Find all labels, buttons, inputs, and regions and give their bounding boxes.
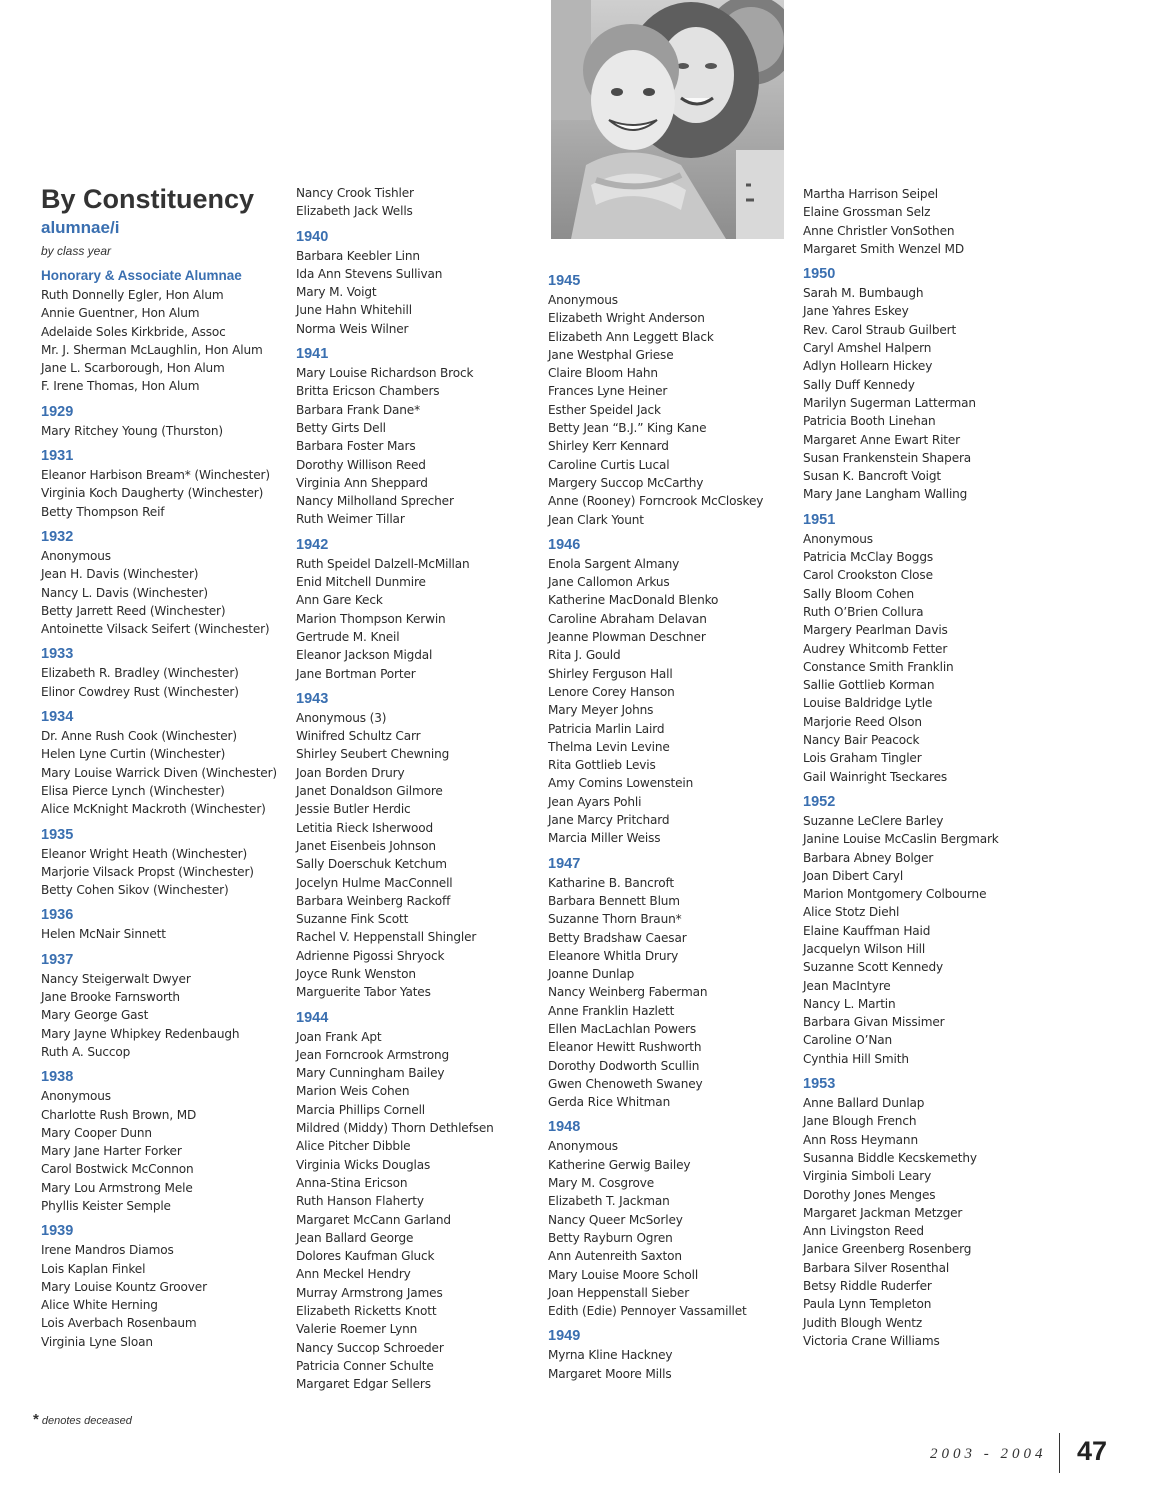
class-year-section [41, 402, 281, 440]
donor-name: Elizabeth Ricketts Knott [296, 1304, 437, 1319]
donor-name: Barbara Weinberg Rackoff [296, 893, 451, 908]
footer-divider [1059, 1433, 1060, 1473]
donor-name: Patricia Booth Linehan [803, 414, 936, 429]
class-year-section [296, 535, 536, 683]
donor-name: Nancy L. Martin [803, 996, 896, 1011]
donor-name: Lenore Corey Hanson [548, 684, 675, 699]
donor-name: Barbara Frank Dane* [296, 402, 420, 417]
donor-name: Marguerite Tabor Yates [296, 985, 431, 1000]
donor-name: Anonymous [41, 1089, 111, 1104]
donor-name: Louise Baldridge Lytle [803, 696, 933, 711]
donor-name: Jane L. Scarborough, Hon Alum [41, 361, 225, 376]
donor-name: Jacquelyn Wilson Hill [803, 941, 926, 956]
donor-name: Mary Louise Kountz Groover [41, 1279, 207, 1294]
class-year-heading: 1948 [548, 1119, 581, 1136]
donor-name: Britta Ericson Chambers [296, 384, 440, 399]
donor-name: Gertrude M. Kneil [296, 629, 400, 644]
donor-name: Barbara Abney Bolger [803, 850, 934, 865]
donor-name: Audrey Whitcomb Fetter [803, 641, 948, 656]
donor-name: Ellen MacLachlan Powers [548, 1021, 696, 1036]
donor-name: Mary Jayne Whipkey Redenbaugh [41, 1026, 240, 1041]
donor-name: Jocelyn Hulme MacConnell [296, 875, 453, 890]
class-year-section [41, 1221, 281, 1351]
donor-name: Patricia Marlin Laird [548, 721, 665, 736]
donor-name: Eleanor Wright Heath (Winchester) [41, 846, 248, 861]
class-year-section [548, 854, 788, 1112]
donor-name: Shirley Ferguson Hall [548, 666, 673, 681]
donor-name: Joan Frank Apt [296, 1029, 382, 1044]
donor-name: Anonymous [548, 1139, 618, 1154]
donor-name: Caroline Abraham Delavan [548, 611, 707, 626]
class-year-heading: 1944 [296, 1009, 329, 1026]
donor-name: Rachel V. Heppenstall Shingler [296, 930, 477, 945]
donor-name: Amy Comins Lowenstein [548, 776, 694, 791]
donor-name: Anne Franklin Hazlett [548, 1003, 675, 1018]
donor-name: Jean MacIntyre [803, 978, 891, 993]
donor-name: Nancy Crook Tishler [296, 186, 414, 200]
donor-name: F. Irene Thomas, Hon Alum [41, 379, 200, 394]
column-1 [41, 184, 281, 1357]
donor-name: Murray Armstrong James [296, 1285, 443, 1300]
donor-name: Marcia Phillips Cornell [296, 1102, 426, 1117]
donor-name: Barbara Bennett Blum [548, 893, 680, 908]
donor-name: Joan Borden Drury [296, 765, 405, 780]
donor-name: Valerie Roemer Lynn [296, 1322, 418, 1337]
donor-name: Ann Gare Keck [296, 593, 383, 608]
donor-name: Joan Dibert Caryl [803, 868, 904, 883]
donor-name: Janice Greenberg Rosenberg [803, 1242, 972, 1257]
donor-name: Susanna Biddle Kecskemethy [803, 1150, 977, 1165]
section-subtitle: alumnae/i [41, 218, 120, 237]
class-year-section [41, 1067, 281, 1215]
donor-name: Anonymous [803, 531, 873, 546]
class-year-section [296, 227, 536, 338]
donor-name: Helen Lyne Curtin (Winchester) [41, 747, 226, 762]
donor-name: Anne Christler VonSothen [803, 223, 955, 238]
donor-name: June Hahn Whitehill [296, 303, 412, 318]
donor-name: Eleanor Hewitt Rushworth [548, 1040, 702, 1055]
donor-name: Ida Ann Stevens Sullivan [296, 266, 443, 281]
donor-name: Victoria Crane Williams [803, 1333, 940, 1348]
class-year-section [41, 644, 281, 701]
donor-name: Jeanne Plowman Deschner [548, 630, 706, 645]
class-year-heading: 1935 [41, 826, 74, 843]
donor-name: Mary Jane Langham Walling [803, 487, 968, 502]
donor-name: Carol Bostwick McConnon [41, 1162, 194, 1177]
donor-name: Marion Weis Cohen [296, 1084, 410, 1099]
donor-name: Mary Louise Warrick Diven (Winchester) [41, 765, 277, 780]
donor-name: Cynthia Hill Smith [803, 1051, 909, 1066]
donor-name: Norma Weis Wilner [296, 321, 409, 336]
class-year-section [41, 905, 281, 943]
class-year-section [548, 271, 788, 529]
donor-name: Elaine Kauffman Haid [803, 923, 931, 938]
donor-name: Jean Ayars Pohli [548, 794, 642, 809]
donor-name: Adelaide Soles Kirkbride, Assoc [41, 324, 226, 339]
donor-name: Alice White Herning [41, 1298, 158, 1313]
donor-name: Thelma Levin Levine [548, 739, 670, 754]
donor-name: Betty Jarrett Reed (Winchester) [41, 603, 226, 618]
donor-name: Alice McKnight Mackroth (Winchester) [41, 802, 266, 817]
donor-name: Jessie Butler Herdic [296, 802, 411, 817]
class-year-section [41, 527, 281, 638]
donor-name: Mary Ritchey Young (Thurston) [41, 423, 223, 438]
donor-name: Ann Livingston Reed [803, 1224, 924, 1239]
donor-name: Suzanne LeClere Barley [803, 813, 944, 828]
donor-name: Caroline Curtis Lucal [548, 457, 670, 472]
class-year-heading: 1951 [803, 511, 836, 528]
donor-name: Janine Louise McCaslin Bergmark [803, 832, 999, 847]
donor-name: Ruth Speidel Dalzell-McMillan [296, 556, 470, 571]
donor-name: Alice Stotz Diehl [803, 905, 900, 920]
donor-name: Adrienne Pigossi Shryock [296, 948, 445, 963]
class-year-section [548, 1326, 788, 1383]
donor-name: Mary M. Voigt [296, 285, 377, 300]
donor-name: Lois Graham Tingler [803, 751, 922, 766]
donor-name: Margaret Anne Ewart Riter [803, 432, 960, 447]
donor-name: Ann Meckel Hendry [296, 1267, 411, 1282]
class-year-heading: 1953 [803, 1076, 836, 1093]
donor-name: Eleanor Harbison Bream* (Winchester) [41, 468, 270, 483]
donor-name: Ann Autenreith Saxton [548, 1249, 682, 1264]
donor-name: Elisa Pierce Lynch (Winchester) [41, 783, 225, 798]
donor-name: Virginia Koch Daugherty (Winchester) [41, 486, 264, 501]
asterisk-symbol: * [33, 1411, 39, 1428]
donor-name: Mary M. Cosgrove [548, 1176, 655, 1191]
donor-name: Dolores Kaufman Gluck [296, 1249, 435, 1264]
donor-name: Sally Duff Kennedy [803, 377, 915, 392]
donor-name: Martha Harrison Seipel [803, 187, 938, 201]
donor-name: Winifred Schultz Carr [296, 729, 421, 744]
class-year-heading: 1952 [803, 793, 836, 810]
donor-name: Lois Kaplan Finkel [41, 1261, 146, 1276]
class-year-heading: 1939 [41, 1223, 74, 1240]
donor-name: Betty Girts Dell [296, 420, 386, 435]
donor-name: Nancy Bair Peacock [803, 733, 920, 748]
class-year-section [296, 344, 536, 529]
donor-name: Claire Bloom Hahn [548, 366, 658, 381]
donor-name: Frances Lyne Heiner [548, 384, 668, 399]
donor-name: Alice Pitcher Dibble [296, 1139, 411, 1154]
donor-name: Letitia Rieck Isherwood [296, 820, 433, 835]
donor-name: Annie Guentner, Hon Alum [41, 306, 200, 321]
donor-name: Ruth A. Succop [41, 1044, 131, 1059]
donor-name: Elinor Cowdrey Rust (Winchester) [41, 684, 239, 699]
donor-name: Betty Jean “B.J.” King Kane [548, 421, 707, 436]
donor-name: Virginia Wicks Douglas [296, 1157, 431, 1172]
donor-name: Helen McNair Sinnett [41, 927, 166, 942]
donor-name: Marcia Miller Weiss [548, 831, 661, 846]
donor-name: Margery Succop McCarthy [548, 475, 704, 490]
class-year-heading: 1949 [548, 1328, 581, 1345]
donor-name: Mary George Gast [41, 1008, 149, 1023]
donor-name: Katherine Gerwig Bailey [548, 1157, 691, 1172]
donor-name: Mary Jane Harter Forker [41, 1144, 182, 1159]
donor-name: Sallie Gottlieb Korman [803, 678, 935, 693]
donor-name: Phyllis Keister Semple [41, 1198, 171, 1213]
donor-name: Marilyn Sugerman Latterman [803, 395, 976, 410]
donor-name: Nancy Queer McSorley [548, 1212, 683, 1227]
donor-name: Mary Louise Richardson Brock [296, 366, 474, 381]
class-year-section [296, 184, 536, 221]
donor-name: Eleanore Whitla Drury [548, 948, 679, 963]
donor-name: Charlotte Rush Brown, MD [41, 1107, 197, 1122]
class-year-heading: 1943 [296, 690, 329, 707]
class-year-section [803, 792, 1043, 1068]
donor-name: Jane Blough French [803, 1114, 917, 1129]
donor-name: Jane Callomon Arkus [548, 575, 670, 590]
donor-name: Barbara Givan Missimer [803, 1015, 945, 1030]
class-year-heading: 1941 [296, 346, 329, 363]
donor-name: Rita J. Gould [548, 648, 621, 663]
donor-name: Myrna Kline Hackney [548, 1348, 673, 1363]
donor-name: Edith (Edie) Pennoyer Vassamillet [548, 1304, 747, 1319]
donor-name: Susan K. Bancroft Voigt [803, 469, 942, 484]
donor-name: Mary Louise Moore Scholl [548, 1267, 699, 1282]
donor-name: Margaret Edgar Sellers [296, 1377, 431, 1392]
donor-name: Elizabeth R. Bradley (Winchester) [41, 666, 239, 681]
donor-name: Shirley Kerr Kennard [548, 439, 669, 454]
donor-name: Jean Clark Yount [548, 512, 644, 527]
donor-name: Nancy L. Davis (Winchester) [41, 585, 208, 600]
class-year-section [41, 266, 281, 396]
donor-name: Mildred (Middy) Thorn Dethlefsen [296, 1121, 494, 1136]
donor-name: Susan Frankenstein Shapera [803, 450, 972, 465]
donor-name: Virginia Ann Sheppard [296, 475, 428, 490]
donor-name: Marjorie Vilsack Propst (Winchester) [41, 864, 254, 879]
class-year-heading: 1947 [548, 855, 581, 872]
photo-woman-and-child [551, 0, 784, 239]
donor-name: Jane Westphal Griese [548, 347, 674, 362]
donor-name: Barbara Keebler Linn [296, 248, 420, 263]
donor-name: Anonymous [41, 548, 111, 563]
donor-name: Suzanne Scott Kennedy [803, 960, 943, 975]
column-2 [296, 184, 536, 1400]
donor-name: Sally Doerschuk Ketchum [296, 857, 447, 872]
donor-name: Jane Brooke Farnsworth [41, 990, 180, 1005]
column-4 [803, 185, 1043, 1356]
donor-name: Betty Thompson Reif [41, 504, 165, 519]
donor-name: Carol Crookston Close [803, 568, 933, 583]
donor-name: Elizabeth T. Jackman [548, 1194, 670, 1209]
donor-name: Dorothy Willison Reed [296, 457, 426, 472]
class-year-heading: 1945 [548, 273, 581, 289]
class-year-heading: 1931 [41, 448, 74, 465]
donor-name: Marion Thompson Kerwin [296, 611, 446, 626]
donor-name: Janet Donaldson Gilmore [296, 784, 443, 799]
class-year-section [41, 950, 281, 1061]
donor-name: Margaret Jackman Metzger [803, 1205, 963, 1220]
donor-name: Mary Lou Armstrong Mele [41, 1180, 193, 1195]
donor-name: Dorothy Jones Menges [803, 1187, 936, 1202]
footnote-text: denotes deceased [41, 1415, 132, 1427]
donor-name: Suzanne Fink Scott [296, 912, 409, 927]
donor-name: Adlyn Hollearn Hickey [803, 359, 933, 374]
class-year-section [803, 264, 1043, 504]
donor-name: Margaret Moore Mills [548, 1366, 672, 1381]
donor-name: Irene Mandros Diamos [41, 1243, 174, 1258]
footer-years: 2003 - 2004 [930, 1446, 1047, 1462]
donor-name: Ruth Weimer Tillar [296, 512, 405, 527]
donor-name: Margaret Smith Wenzel MD [803, 241, 964, 256]
class-year-section [41, 446, 281, 521]
class-year-section [803, 185, 1043, 258]
donor-name: Rita Gottlieb Levis [548, 758, 656, 773]
page-number: 47 [1077, 1436, 1108, 1466]
donor-name: Jane Marcy Pritchard [548, 813, 670, 828]
donor-name: Marion Montgomery Colbourne [803, 887, 987, 902]
class-year-heading: 1937 [41, 951, 74, 968]
byline: by class year [41, 244, 112, 258]
donor-name: Barbara Silver Rosenthal [803, 1260, 950, 1275]
donor-name: Dr. Anne Rush Cook (Winchester) [41, 729, 237, 744]
donor-name: Betty Rayburn Ogren [548, 1230, 673, 1245]
donor-name: Virginia Simboli Leary [803, 1169, 932, 1184]
donor-name: Jane Bortman Porter [296, 666, 416, 681]
donor-name: Anonymous [548, 293, 618, 307]
class-year-section [548, 1117, 788, 1320]
donor-name: Anne (Rooney) Forncrook McCloskey [548, 494, 764, 509]
donor-name: Katharine B. Bancroft [548, 875, 674, 890]
donor-name: Enola Sargent Almany [548, 556, 680, 571]
donor-name: Margaret McCann Garland [296, 1212, 451, 1227]
donor-name: Ruth O’Brien Collura [803, 604, 924, 619]
donor-name: Joyce Runk Wenston [296, 966, 416, 981]
footnote-deceased [33, 1411, 132, 1428]
donor-name: Joan Heppenstall Sieber [548, 1285, 690, 1300]
donor-name: Betty Bradshaw Caesar [548, 930, 687, 945]
donor-name: Gwen Chenoweth Swaney [548, 1076, 703, 1091]
donor-name: Paula Lynn Templeton [803, 1297, 932, 1312]
donor-name: Anna-Stina Ericson [296, 1175, 408, 1190]
donor-name: Marjorie Reed Olson [803, 714, 922, 729]
donor-name: Ruth Donnelly Egler, Hon Alum [41, 288, 224, 302]
donor-name: Eleanor Jackson Migdal [296, 648, 433, 663]
class-year-heading: 1938 [41, 1069, 74, 1086]
donor-name: Dorothy Dodworth Scullin [548, 1058, 700, 1073]
donor-name: Katherine MacDonald Blenko [548, 593, 719, 608]
donor-name: Mary Meyer Johns [548, 703, 654, 718]
donor-name: Elaine Grossman Selz [803, 205, 931, 220]
donor-name: Sarah M. Bumbaugh [803, 286, 924, 301]
class-year-section [548, 535, 788, 848]
class-year-heading: 1934 [41, 709, 74, 726]
donor-name: Margery Pearlman Davis [803, 623, 948, 638]
donor-name: Nancy Milholland Sprecher [296, 494, 454, 509]
donor-name: Virginia Lyne Sloan [41, 1334, 153, 1349]
donor-name: Enid Mitchell Dunmire [296, 575, 426, 590]
donor-name: Jean Ballard George [296, 1230, 414, 1245]
class-year-heading: 1933 [41, 646, 74, 663]
donor-name: Jean Forncrook Armstrong [296, 1047, 449, 1062]
class-year-section [41, 825, 281, 900]
class-year-heading: 1936 [41, 907, 74, 924]
donor-name: Elizabeth Wright Anderson [548, 311, 705, 326]
donor-name: Janet Eisenbeis Johnson [296, 838, 436, 853]
donor-name: Nancy Weinberg Faberman [548, 985, 708, 1000]
donor-name: Anonymous (3) [296, 710, 387, 725]
donor-name: Caryl Amshel Halpern [803, 341, 932, 356]
class-year-section [803, 510, 1043, 786]
class-year-section [296, 689, 536, 1002]
class-year-heading: 1940 [296, 228, 329, 245]
class-year-heading: 1942 [296, 536, 329, 553]
donor-name: Jean H. Davis (Winchester) [41, 567, 199, 582]
donor-name: Jane Yahres Eskey [803, 304, 909, 319]
donor-name: Gail Wainright Tseckares [803, 769, 948, 784]
class-year-section [41, 707, 281, 818]
donor-name: Betsy Riddle Ruderfer [803, 1279, 932, 1294]
donor-name: Esther Speidel Jack [548, 402, 661, 417]
class-year-heading: 1946 [548, 536, 581, 553]
donor-name: Mary Cooper Dunn [41, 1125, 152, 1140]
donor-name: Antoinette Vilsack Seifert (Winchester) [41, 622, 270, 637]
donor-name: Elizabeth Jack Wells [296, 204, 413, 219]
class-year-heading: 1932 [41, 528, 74, 545]
donor-name: Lois Averbach Rosenbaum [41, 1316, 197, 1331]
page-title: By Constituency [41, 184, 255, 214]
photo-illustration [551, 0, 784, 239]
class-year-heading: 1950 [803, 266, 836, 283]
donor-name: Nancy Succop Schroeder [296, 1340, 444, 1355]
class-year-heading: Honorary & Associate Alumnae [41, 268, 242, 283]
donor-name: Barbara Foster Mars [296, 439, 416, 454]
donor-name: Betty Cohen Sikov (Winchester) [41, 883, 229, 898]
donor-name: Caroline O’Nan [803, 1033, 893, 1048]
donor-name: Mary Cunningham Bailey [296, 1066, 445, 1081]
donor-name: Patricia McClay Boggs [803, 550, 933, 565]
donor-name: Sally Bloom Cohen [803, 586, 914, 601]
donor-name: Anne Ballard Dunlap [803, 1096, 925, 1111]
class-year-section [803, 1074, 1043, 1350]
donor-name: Rev. Carol Straub Guilbert [803, 322, 957, 337]
donor-name: Joanne Dunlap [548, 967, 635, 982]
donor-name: Judith Blough Wentz [803, 1315, 923, 1330]
donor-name: Patricia Conner Schulte [296, 1358, 434, 1373]
donor-name: Mr. J. Sherman McLaughlin, Hon Alum [41, 342, 263, 357]
donor-name: Constance Smith Franklin [803, 659, 954, 674]
donor-name: Elizabeth Ann Leggett Black [548, 329, 714, 344]
donor-name: Suzanne Thorn Braun* [548, 912, 682, 927]
column-3 [548, 269, 788, 1389]
class-year-section [296, 1008, 536, 1394]
donor-name: Shirley Seubert Chewning [296, 747, 450, 762]
donor-name: Gerda Rice Whitman [548, 1095, 671, 1110]
donor-name: Ruth Hanson Flaherty [296, 1194, 424, 1209]
class-year-heading: 1929 [41, 403, 74, 420]
donor-name: Ann Ross Heymann [803, 1132, 918, 1147]
donor-name: Nancy Steigerwalt Dwyer [41, 971, 191, 986]
